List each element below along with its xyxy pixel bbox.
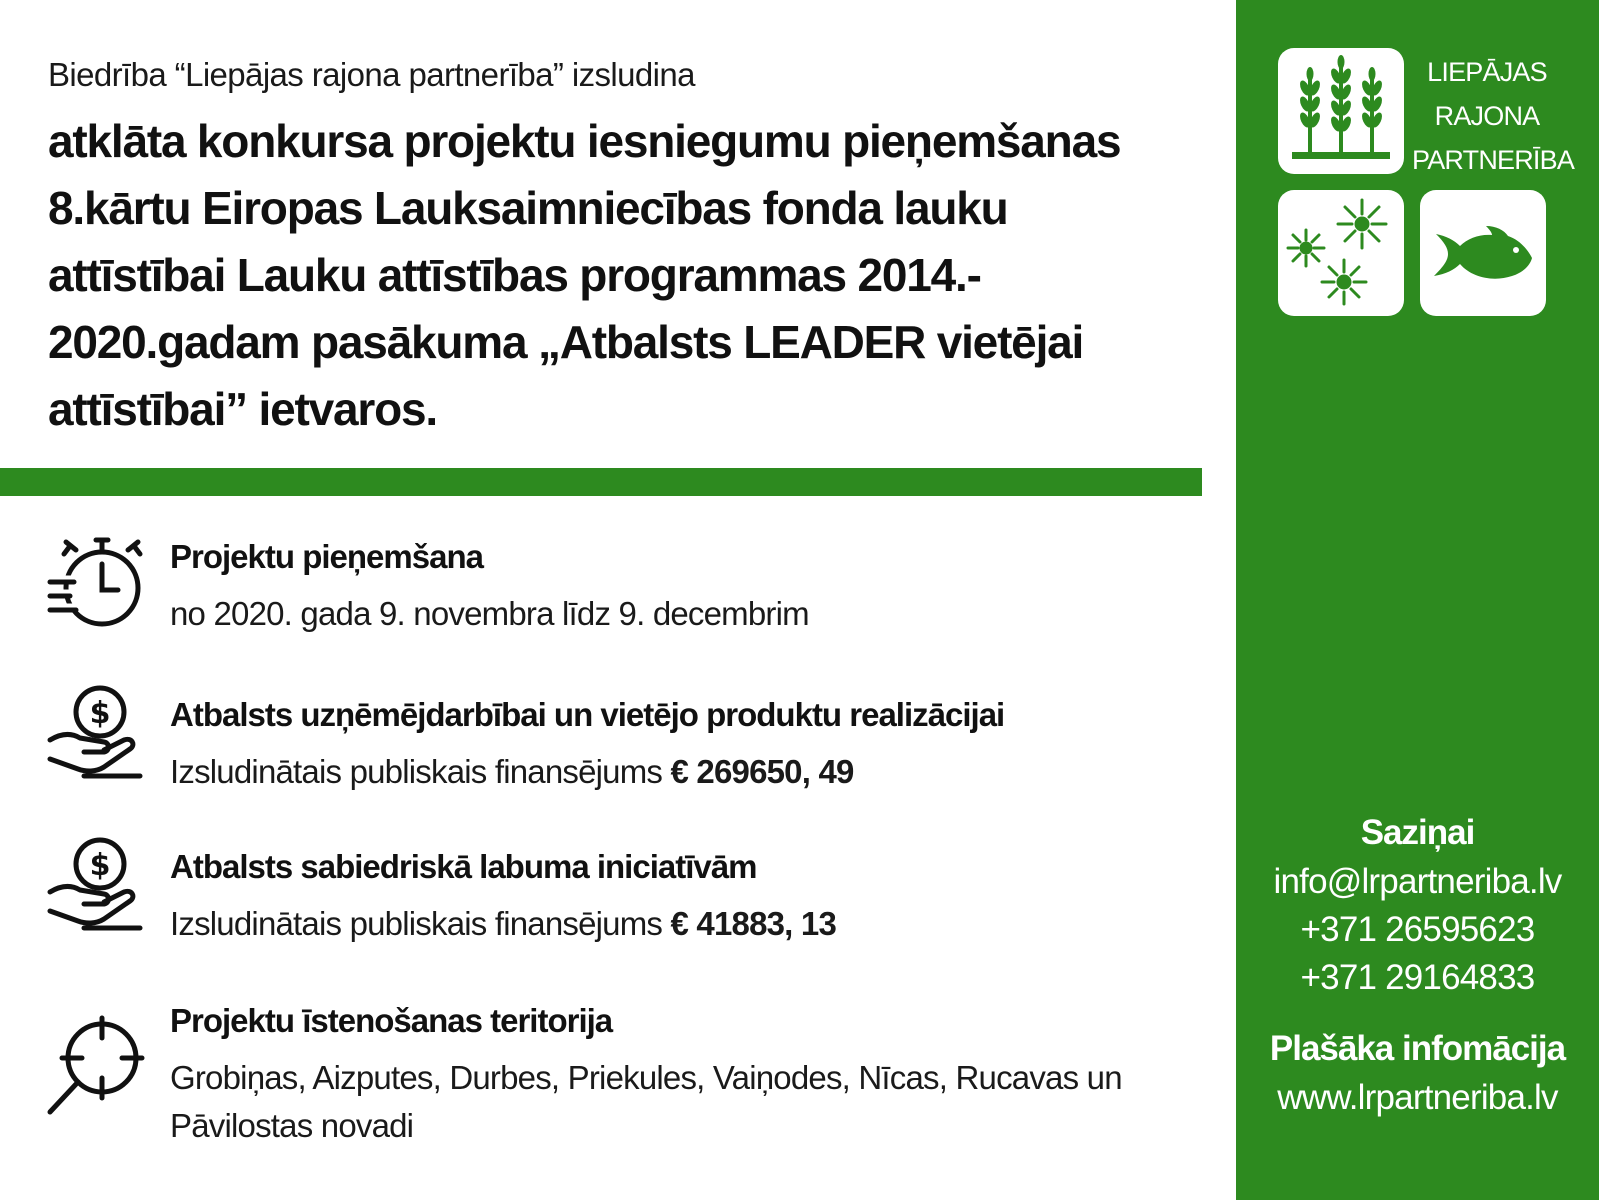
headline-line: atklāta konkursa projektu iesniegumu pieņemšanas (48, 115, 1121, 167)
territory-line: Grobiņas, Aizputes, Durbes, Priekules, Vaiņodes, Nīcas, Rucavas un (170, 1059, 1122, 1096)
logo-text (1412, 50, 1575, 182)
hand-coin-icon (44, 832, 148, 936)
contact-phone[interactable]: +371 26595623 (1300, 910, 1535, 949)
item-title: Projektu īstenošanas teritorija (170, 1002, 613, 1039)
item-title: Atbalsts uzņēmējdarbībai un vietējo produktu realizācijai (170, 696, 1005, 733)
contact-email[interactable]: info@lrpartneriba.lv (1273, 862, 1562, 901)
wheat-icon (1278, 48, 1404, 174)
item-text (170, 748, 1190, 796)
contacts-heading: Saziņai (1360, 813, 1475, 852)
more-info-heading: Plašāka infomācija (1269, 1029, 1566, 1068)
headline-line: attīstībai” ietvaros. (48, 383, 437, 435)
green-divider (0, 468, 1202, 496)
funding-label: Izsludinātais publiskais finansējums (170, 753, 671, 790)
contacts (1236, 808, 1599, 1122)
svg-text:$: $ (89, 696, 111, 731)
website-link[interactable]: www.lrpartneriba.lv (1277, 1078, 1558, 1117)
funding-label: Izsludinātais publiskais finansējums (170, 905, 671, 942)
headline-line: attīstībai Lauku attīstības programmas 2014.- (48, 249, 981, 301)
stopwatch-icon (44, 532, 148, 636)
headline (48, 108, 1208, 443)
target-search-icon (44, 1014, 148, 1118)
item-text (170, 1054, 1190, 1150)
item-text: no 2020. gada 9. novembra līdz 9. decembrim (170, 595, 809, 632)
flowers-icon (1278, 190, 1404, 316)
headline-line: 8.kārtu Eiropas Lauksaimniecības fonda lauku (48, 182, 1008, 234)
contact-phone[interactable]: +371 29164833 (1300, 958, 1535, 997)
logo-line: LIEPĀJAS (1427, 57, 1547, 87)
item-text (170, 900, 1190, 948)
item-title: Atbalsts sabiedriskā labuma iniciatīvām (170, 848, 757, 885)
headline-line: 2020.gadam pasākuma „Atbalsts LEADER vietējai (48, 316, 1084, 368)
fish-icon (1420, 190, 1546, 316)
funding-amount: € 269650, 49 (670, 753, 854, 790)
hand-coin-icon (44, 680, 148, 784)
sidebar (1236, 0, 1599, 1200)
intro-text: Biedrība “Liepājas rajona partnerība” izsludina (48, 56, 695, 93)
item-title: Projektu pieņemšana (170, 538, 483, 575)
territory-line: Pāvilostas novadi (170, 1107, 414, 1144)
svg-text:$: $ (89, 848, 111, 883)
funding-amount: € 41883, 13 (670, 905, 837, 942)
logo-line: RAJONA (1434, 101, 1540, 131)
logo-line: PARTNERĪBA (1412, 145, 1575, 175)
